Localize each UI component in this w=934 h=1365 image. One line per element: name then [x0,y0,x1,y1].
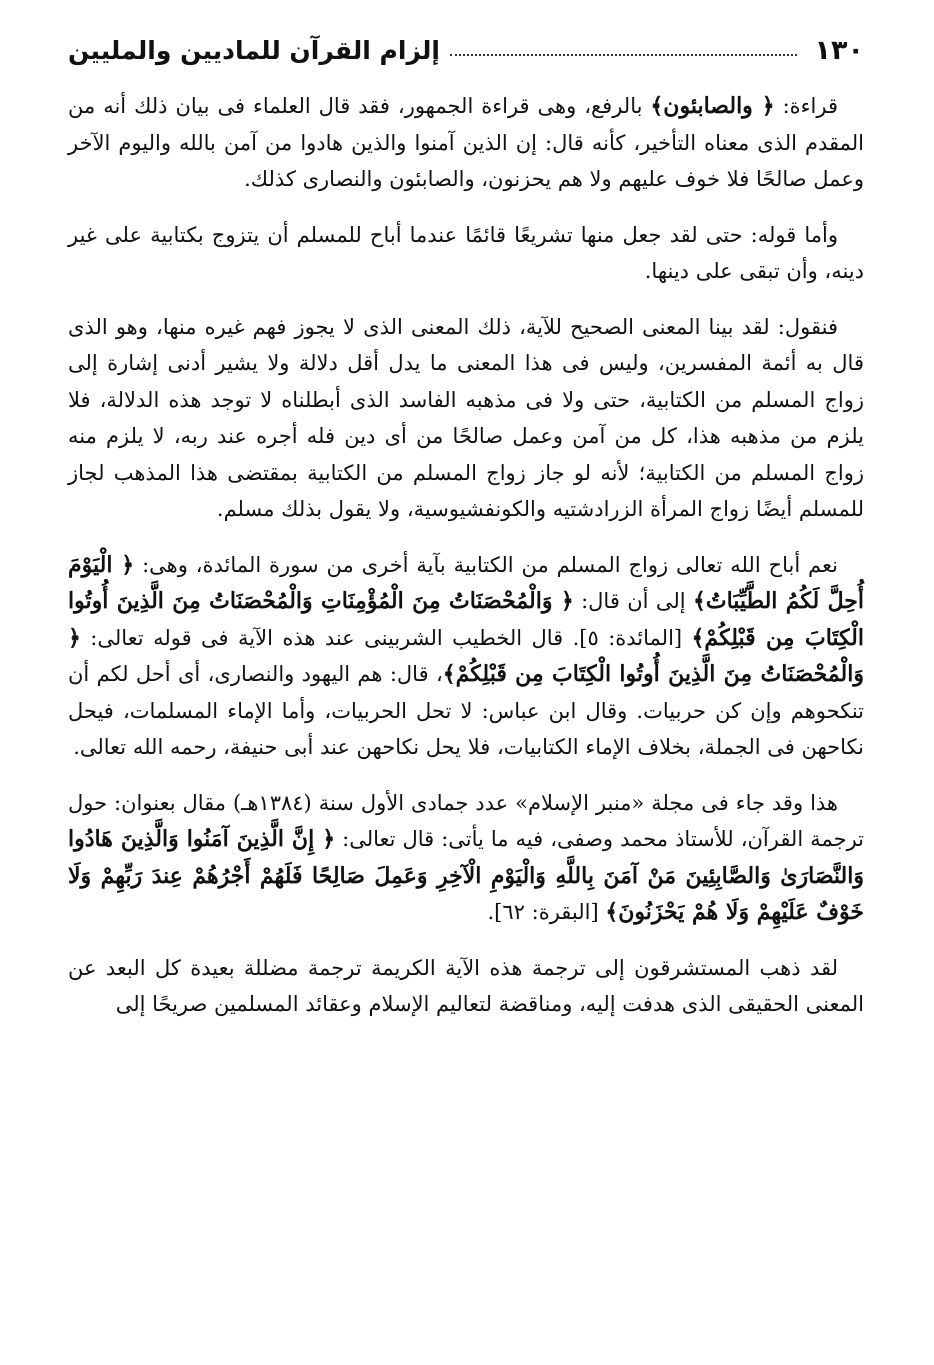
text-span: [البقرة: ٦٢]. [487,900,606,924]
quran-quote: ﴿ إِنَّ الَّذِينَ آمَنُوا وَالَّذِينَ هَادُوا وَالنَّصَارَىٰ وَالصَّابِئِينَ مَنْ آمَنَ بِاللَّهِ وَالْيَوْمِ الْآخِرِ وَعَمِلَ صَالِحًا فَلَهُمْ أَجْرُهُمْ عِندَ رَبِّهِمْ وَلَا خَوْفٌ عَلَيْهِمْ وَلَا هُمْ يَحْزَنُونَ﴾ [68,826,864,925]
paragraph-6 [68,950,864,1023]
quran-quote: ﴿ والصابئون﴾ [650,93,775,119]
paragraph-4 [68,547,864,766]
text-span: نعم أباح الله تعالى زواج المسلم من الكتابية بآية أخرى من سورة المائدة، وهى: [134,552,838,577]
paragraph-5 [68,785,864,931]
text-span: قراءة: [774,94,839,118]
paragraph-1 [68,88,864,198]
text-span: لقد ذهب المستشرقون إلى ترجمة هذه الآية الكريمة ترجمة مضللة بعيدة كل البعد عن المعنى الحقيقى الذى هدفت إليه، ومناقضة لتعاليم الإسلام وعقائد المسلمين صريحًا إلى [68,955,864,1016]
quran-quote: ﴿ وَالْمُحْصَنَاتُ مِنَ الْمُؤْمِنَاتِ وَالْمُحْصَنَاتُ مِنَ الَّذِينَ أُوتُوا الْكِتَابَ مِن قَبْلِكُمْ﴾ [68,588,864,651]
page-body [68,88,864,1325]
running-header [68,28,864,72]
text-span: [المائدة: ٥]. قال الخطيب الشربينى عند هذه الآية فى قوله تعالى: [80,625,692,650]
paragraph-3 [68,309,864,528]
quran-quote: ﴿ الْيَوْمَ أُحِلَّ لَكُمُ الطَّيِّبَاتُ﴾ [68,551,864,614]
text-span: بالرفع، وهى قراءة الجمهور، فقد قال العلماء فى بيان ذلك أنه من المقدم الذى معناه التأخير، كأنه قال: إن الذين آمنوا والذين هادوا من آمن بالله واليوم الآخر وعمل صالحًا فلا خوف عليهم ولا هم يحزنون، والصابئون والنصارى كذلك. [68,94,864,191]
text-span: ، قال: هم اليهود والنصارى، أى أحل لكم أن تنكحوهم وإن كن حربيات. وقال ابن عباس: لا تحل الحربيات، وأما الإماء المسلمات، فيحل نكاحهن فى الجملة، بخلاف الإماء الكتابيات، فلا يحل نكاحهن عند أبى حنيفة، رحمه الله تعالى. [68,662,864,759]
text-span: فنقول: لقد بينا المعنى الصحيح للآية، ذلك المعنى الذى لا يجوز فهم غيره منها، وهو الذى قال به أئمة المفسرين، وليس فى هذا المعنى ما يدل أقل دلالة ولا يشير أدنى إشارة إلى زواج المسلم من الكتابية، حتى ولا فى مذهبه الفاسد الذى أبطلناه لا توجد هذه الدلالة، فلا يلزم من مذهبه هذا، كل من آمن وعمل صالحًا من أى دين فله أجره عند ربه، لا يلزم منه زواج المسلم من الكتابية؛ لأنه لو جاز زواج المسلم من الكتابية بمقتضى هذا المذهب لجاز للمسلم أيضًا زواج المرأة الزرادشتيه والكونفشيوسية، ولا يقول بذلك مسلم. [68,314,864,521]
paragraph-2 [68,217,864,290]
quran-quote: ﴿ وَالْمُحْصَنَاتُ مِنَ الَّذِينَ أُوتُوا الْكِتَابَ مِن قَبْلِكُمْ﴾ [68,624,864,687]
text-span: إلى أن قال: [573,589,693,613]
book-title: إلزام القرآن للماديين والمليين [68,35,440,65]
page-number: ١٣٠ [814,34,864,66]
text-span: وأما قوله: حتى لقد جعل منها تشريعًا قائمًا عندما أباح للمسلم أن يتزوج بكتابية على غير دينه، وأن تبقى على دينها. [68,222,864,283]
text-span: هذا وقد جاء فى مجلة «منبر الإسلام» عدد جمادى الأول سنة (١٣٨٤هـ) مقال بعنوان: حول ترجمة القرآن، للأستاذ محمد وصفى، فيه ما يأتى: قال تعالى: [68,790,864,851]
header-dotted-leader [450,54,797,56]
